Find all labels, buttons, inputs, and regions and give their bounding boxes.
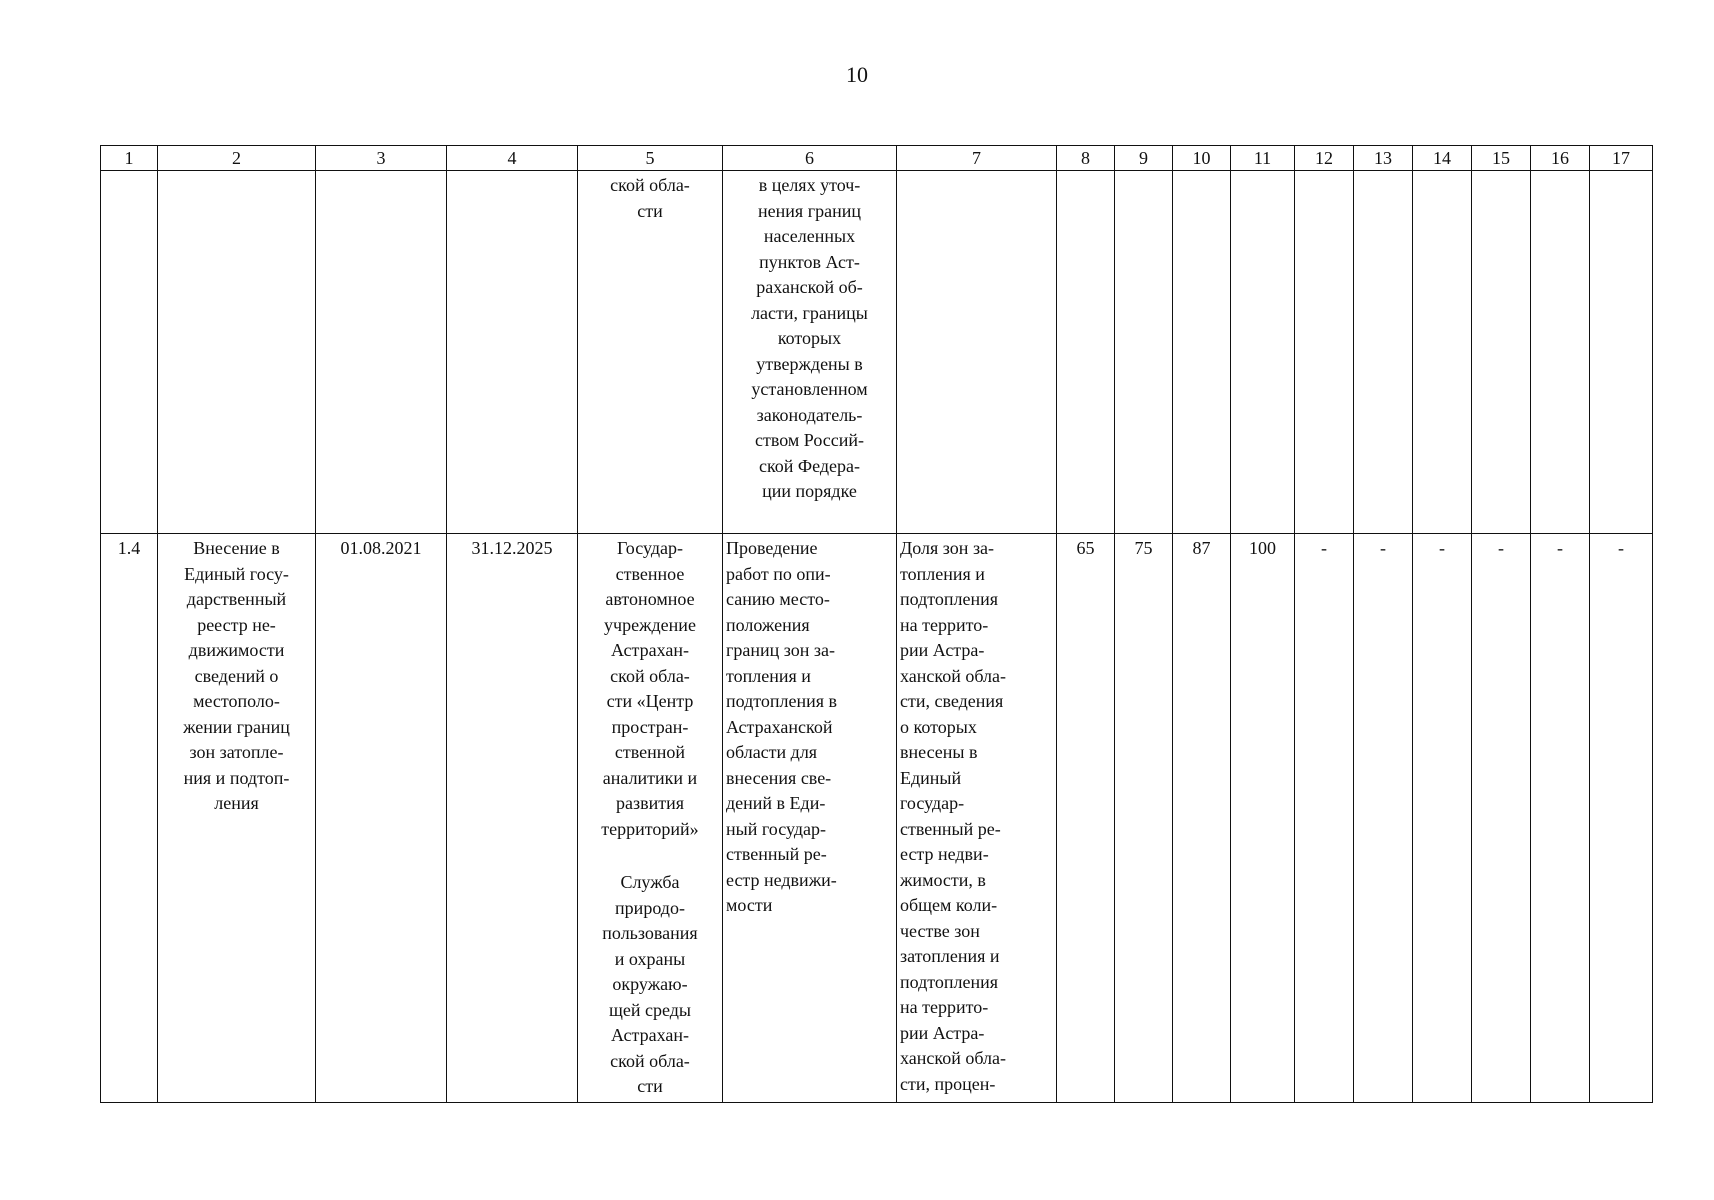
column-number: 6: [723, 146, 897, 171]
cell-responsible: ской обла- сти: [578, 171, 723, 534]
table-row: [101, 534, 1653, 1103]
responsible-secondary: Служба природо- пользования и охраны окружаю- щей среды Астрахан- ской обла- сти: [602, 872, 698, 1096]
cell-value: [1057, 171, 1115, 534]
cell-value: -: [1354, 534, 1413, 1103]
column-number: 5: [578, 146, 723, 171]
responsible-primary: Государ- ственное автономное учреждение Астрахан- ской обла- сти «Центр простран- ственной аналитики и развития территорий»: [601, 538, 699, 839]
cell-value-2023: 87: [1173, 534, 1231, 1103]
cell-value: [1472, 171, 1531, 534]
cell-value: [1231, 171, 1295, 534]
cell-value: [1590, 171, 1653, 534]
column-number: 9: [1115, 146, 1173, 171]
cell-end-date: [447, 171, 578, 534]
cell-value-2024: 100: [1231, 534, 1295, 1103]
cell-number: [101, 171, 158, 534]
cell-activity: [158, 171, 316, 534]
column-number: 8: [1057, 146, 1115, 171]
cell-value: -: [1295, 534, 1354, 1103]
cell-expected-result: Проведение работ по опи- санию место- положения границ зон за- топления и подтопления в Астраханской области для внесения све- дений в Еди- ный государ- ственный ре- естр недвижи- мости: [723, 534, 897, 1103]
cell-value: [1295, 171, 1354, 534]
cell-number: 1.4: [101, 534, 158, 1103]
cell-value: -: [1531, 534, 1590, 1103]
column-number: 14: [1413, 146, 1472, 171]
cell-expected-result: в целях уточ- нения границ населенных пунктов Аст- раханской об- ласти, границы которых утверждены в установленном законодатель- ством Россий- ской Федера- ции порядке: [723, 171, 897, 534]
cell-value: [1354, 171, 1413, 534]
column-number-row: [101, 146, 1653, 171]
cell-start-date: [316, 171, 447, 534]
column-number: 1: [101, 146, 158, 171]
cell-value: [1531, 171, 1590, 534]
cell-value: -: [1413, 534, 1472, 1103]
page-number: 10: [846, 62, 868, 87]
column-number: 4: [447, 146, 578, 171]
cell-value: [1115, 171, 1173, 534]
column-number: 16: [1531, 146, 1590, 171]
column-number: 7: [897, 146, 1057, 171]
cell-start-date: 01.08.2021: [316, 534, 447, 1103]
cell-value: [1173, 171, 1231, 534]
column-number: 17: [1590, 146, 1653, 171]
column-number: 2: [158, 146, 316, 171]
column-number: 10: [1173, 146, 1231, 171]
program-activities-table: [100, 145, 1653, 1103]
cell-value-2021: 65: [1057, 534, 1115, 1103]
column-number: 11: [1231, 146, 1295, 171]
cell-activity: Внесение в Единый госу- дарственный реестр не- движимости сведений о местополо- жении границ зон затопле- ния и подтоп- ления: [158, 534, 316, 1103]
cell-value-2022: 75: [1115, 534, 1173, 1103]
column-number: 3: [316, 146, 447, 171]
column-number: 15: [1472, 146, 1531, 171]
cell-indicator: Доля зон за- топления и подтопления на террито- рии Астра- ханской обла- сти, сведения о которых внесены в Единый государ- ственный ре- естр недви- жимости, в общем коли- честве зон затопления и подтопления на террито- рии Астра- ханской обла- сти, процен-: [897, 534, 1057, 1103]
column-number: 13: [1354, 146, 1413, 171]
cell-value: -: [1590, 534, 1653, 1103]
table-row-continuation: [101, 171, 1653, 534]
cell-indicator: [897, 171, 1057, 534]
cell-value: [1413, 171, 1472, 534]
cell-responsible: [578, 534, 723, 1103]
column-number: 12: [1295, 146, 1354, 171]
responsible-gap: [581, 842, 719, 870]
cell-end-date: 31.12.2025: [447, 534, 578, 1103]
cell-value: -: [1472, 534, 1531, 1103]
